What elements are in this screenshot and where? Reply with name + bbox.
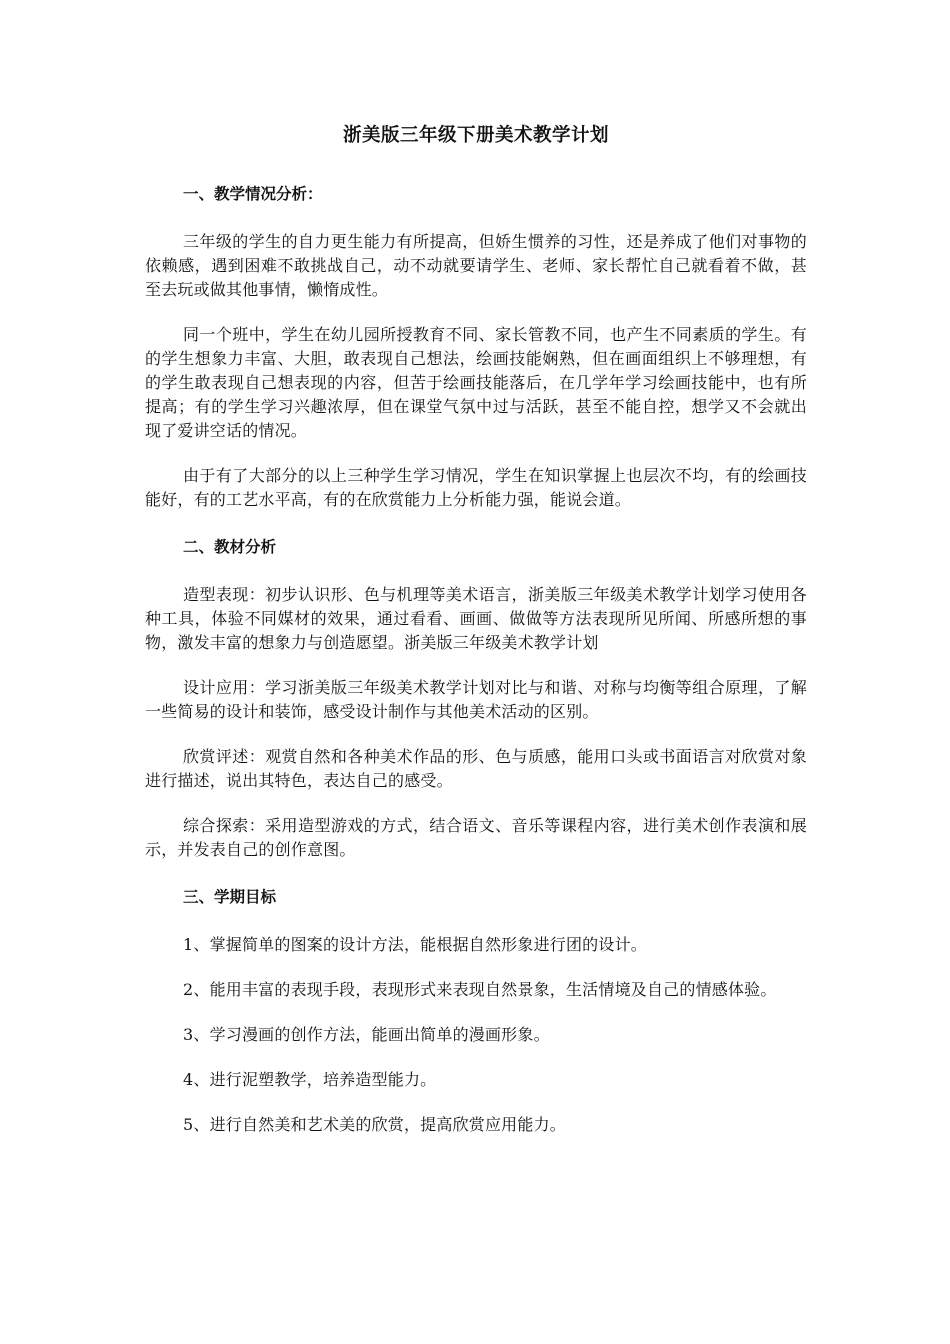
paragraph: 设计应用：学习浙美版三年级美术教学计划对比与和谐、对称与均衡等组合原理，了解一些简易的设计和装饰，感受设计制作与其他美术活动的区别。: [145, 678, 807, 721]
goal-item: 5、进行自然美和艺术美的欣赏，提高欣赏应用能力。: [183, 1115, 566, 1134]
goal-item: 2、能用丰富的表现手段，表现形式来表现自然景象，生活情境及自己的情感体验。: [183, 980, 777, 999]
goal-item: 3、学习漫画的创作方法，能画出简单的漫画形象。: [183, 1025, 550, 1044]
section-heading-semester-goals: 三、学期目标: [183, 888, 277, 906]
paragraph: 欣赏评述：观赏自然和各种美术作品的形、色与质感，能用口头或书面语言对欣赏对象进行描述，说出其特色，表达自己的感受。: [145, 747, 807, 790]
paragraph: 三年级的学生的自力更生能力有所提高，但娇生惯养的习性，还是养成了他们对事物的依赖感，遇到困难不敢挑战自己，动不动就要请学生、老师、家长帮忙自己就看着不做，甚至去玩或做其他事情，懒惰成性。: [145, 232, 807, 299]
paragraph: 由于有了大部分的以上三种学生学习情况，学生在知识掌握上也层次不均，有的绘画技能好，有的工艺水平高，有的在欣赏能力上分析能力强，能说会道。: [145, 466, 807, 509]
goal-item: 1、掌握简单的图案的设计方法，能根据自然形象进行团的设计。: [183, 935, 647, 954]
paragraph: 综合探索：采用造型游戏的方式，结合语文、音乐等课程内容，进行美术创作表演和展示，并发表自己的创作意图。: [145, 816, 807, 859]
document-body: [145, 118, 807, 1158]
goal-item: 4、进行泥塑教学，培养造型能力。: [183, 1070, 437, 1089]
paragraph: 同一个班中，学生在幼儿园所授教育不同、家长管教不同，也产生不同素质的学生。有的学生想象力丰富、大胆，敢表现自己想法，绘画技能娴熟，但在画面组织上不够理想，有的学生敢表现自己想表现的内容，但苦于绘画技能落后，在几学年学习绘画技能中，也有所提高；有的学生学习兴趣浓厚，但在课堂气氛中过与活跃，甚至不能自控，想学又不会就出现了爱讲空话的情况。: [145, 325, 807, 440]
section-heading-textbook-analysis: 二、教材分析: [183, 538, 277, 556]
paragraph: 造型表现：初步认识形、色与机理等美术语言，浙美版三年级美术教学计划学习使用各种工具，体验不同媒材的效果，通过看看、画画、做做等方法表现所见所闻、所感所想的事物，激发丰富的想象力与创造愿望。浙美版三年级美术教学计划: [145, 585, 807, 652]
document-title: 浙美版三年级下册美术教学计划: [342, 125, 609, 146]
section-heading-teaching-analysis: 一、教学情况分析：: [183, 185, 323, 203]
